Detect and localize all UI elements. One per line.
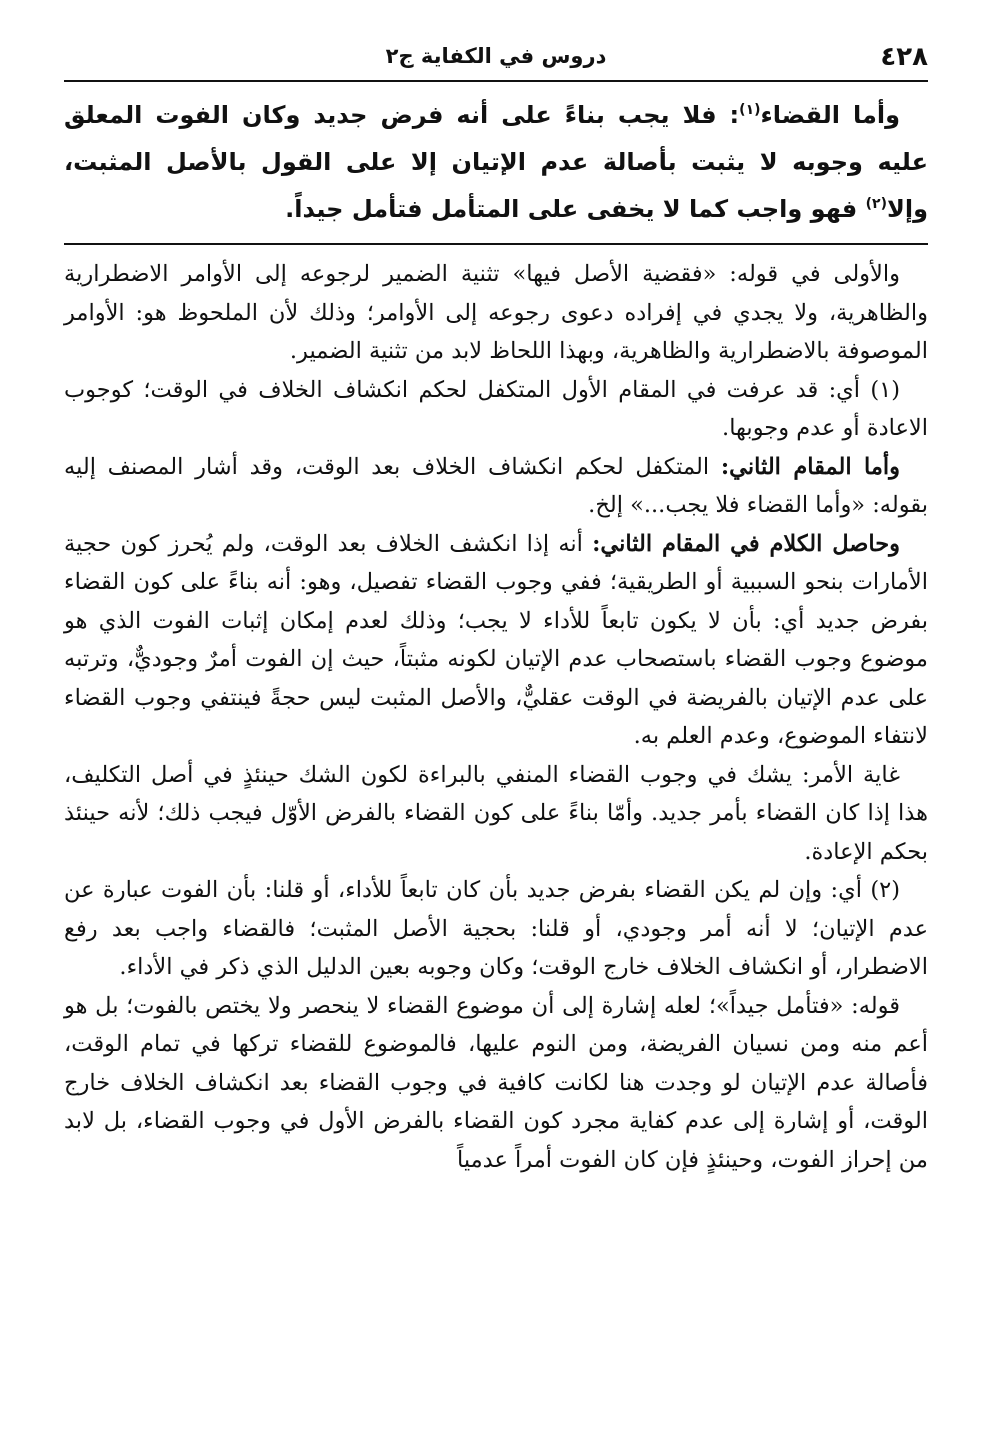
footnote-2: (٢) أي: وإن لم يكن القضاء بفرض جديد بأن كان تابعاً للأداء، أو قلنا: بأن الفوت عبارة عن عدم الإتيان؛ لا أنه أمر وجودي، أو قلنا: بحجية الأصل المثبت؛ فالقضاء واجب بعد رفع الاضطرار، أو انكشاف الخلاف خارج الوقت؛ وكان وجوبه بعين الدليل الذي ذكر في الأداء. — [64, 877, 928, 980]
main-paragraph — [64, 92, 928, 233]
main-text-end: فهو واجب كما لا يخفى على المتأمل فتأمل جيداً. — [285, 195, 866, 223]
page-header — [64, 40, 928, 82]
footnote-marker-2[interactable]: (٢) — [865, 196, 887, 212]
footnote-marker-1[interactable]: (١) — [739, 102, 761, 118]
paragraph-heading: وأما المقام الثاني: — [720, 453, 901, 480]
text-divider — [64, 243, 928, 245]
main-text-start: وأما القضاء — [760, 101, 900, 129]
commentary — [64, 255, 928, 1179]
paragraph-body: أنه إذا انكشف الخلاف بعد الوقت، ولم يُحرز كون حجية الأمارات بنحو السببية أو الطريقية؛ ففي وجوب القضاء تفصيل، وهو: أنه بناءً على كون القضاء بفرض جديد أي: بأن لا يكون تابعاً للأداء لا يجب؛ وذلك لعدم إمكان إثبات الفوت الذي هو موضوع وجوب القضاء باستصحاب عدم الإتيان لكونه مثبتاً، حيث إن الفوت أمرٌ وجوديٌّ، وترتبه على عدم الإتيان بالفريضة في الوقت عقليٌّ، والأصل المثبت ليس حجةً فينتفي وجوب القضاء لانتفاء الموضوع، وعدم العلم به. — [64, 530, 928, 749]
commentary-paragraph: غاية الأمر: يشك في وجوب القضاء المنفي بالبراءة لكون الشك حينئذٍ في أصل التكليف، هذا إذا كان القضاء بأمر جديد. وأمّا بناءً على كون القضاء بالفرض الأوّل فيجب ذلك؛ لأنه حينئذ بحكم الإعادة. — [64, 761, 928, 865]
commentary-paragraph: والأولى في قوله: «فقضية الأصل فيها» تثنية الضمير لرجوعه إلى الأوامر الاضطرارية والظاهرية، ولا يجدي في إفراده دعوى رجوعه إلى الأوامر؛ وذلك لأن الملحوظ هو: الأوامر الموصوفة بالاضطرارية والظاهرية، وبهذا اللحاظ لابد من تثنية الضمير. — [64, 261, 928, 364]
main-text — [64, 92, 928, 233]
running-title: دروس في الكفاية ج٢ — [385, 44, 607, 68]
main-text-middle: : فلا يجب بناءً على أنه فرض جديد وكان الفوت المعلق عليه وجوبه لا يثبت بأصالة عدم الإتيان إلا على القول بالأصل المثبت، وإلا — [64, 101, 928, 223]
paragraph-heading: وحاصل الكلام في المقام الثاني: — [592, 530, 900, 557]
commentary-paragraph — [64, 448, 928, 525]
paragraph-body: المتكفل لحكم انكشاف الخلاف بعد الوقت، وقد أشار المصنف إليه بقوله: «وأما القضاء فلا يجب...» إلخ. — [64, 453, 928, 518]
page-number: ٤٢٨ — [880, 42, 928, 72]
commentary-paragraph: قوله: «فتأمل جيداً»؛ لعله إشارة إلى أن موضوع القضاء لا ينحصر ولا يختص بالفوت؛ بل هو أعم منه ومن نسيان الفريضة، ومن النوم عليها، فالموضوع للقضاء تركها في تمام الوقت، فأصالة عدم الإتيان لو وجدت هنا لكانت كافية في وجوب القضاء بعد انكشاف الخلاف خارج الوقت، أو إشارة إلى عدم كفاية مجرد كون القضاء بالفرض الأول في وجوب القضاء، بل لابد من إحراز الفوت، وحينئذٍ فإن كان الفوت أمراً عدمياً — [64, 992, 928, 1173]
commentary-paragraph — [64, 525, 928, 756]
book-page — [64, 40, 928, 1179]
footnote-1: (١) أي: قد عرفت في المقام الأول المتكفل لحكم انكشاف الخلاف في الوقت؛ كوجوب الاعادة أو عدم وجوبها. — [64, 376, 928, 441]
